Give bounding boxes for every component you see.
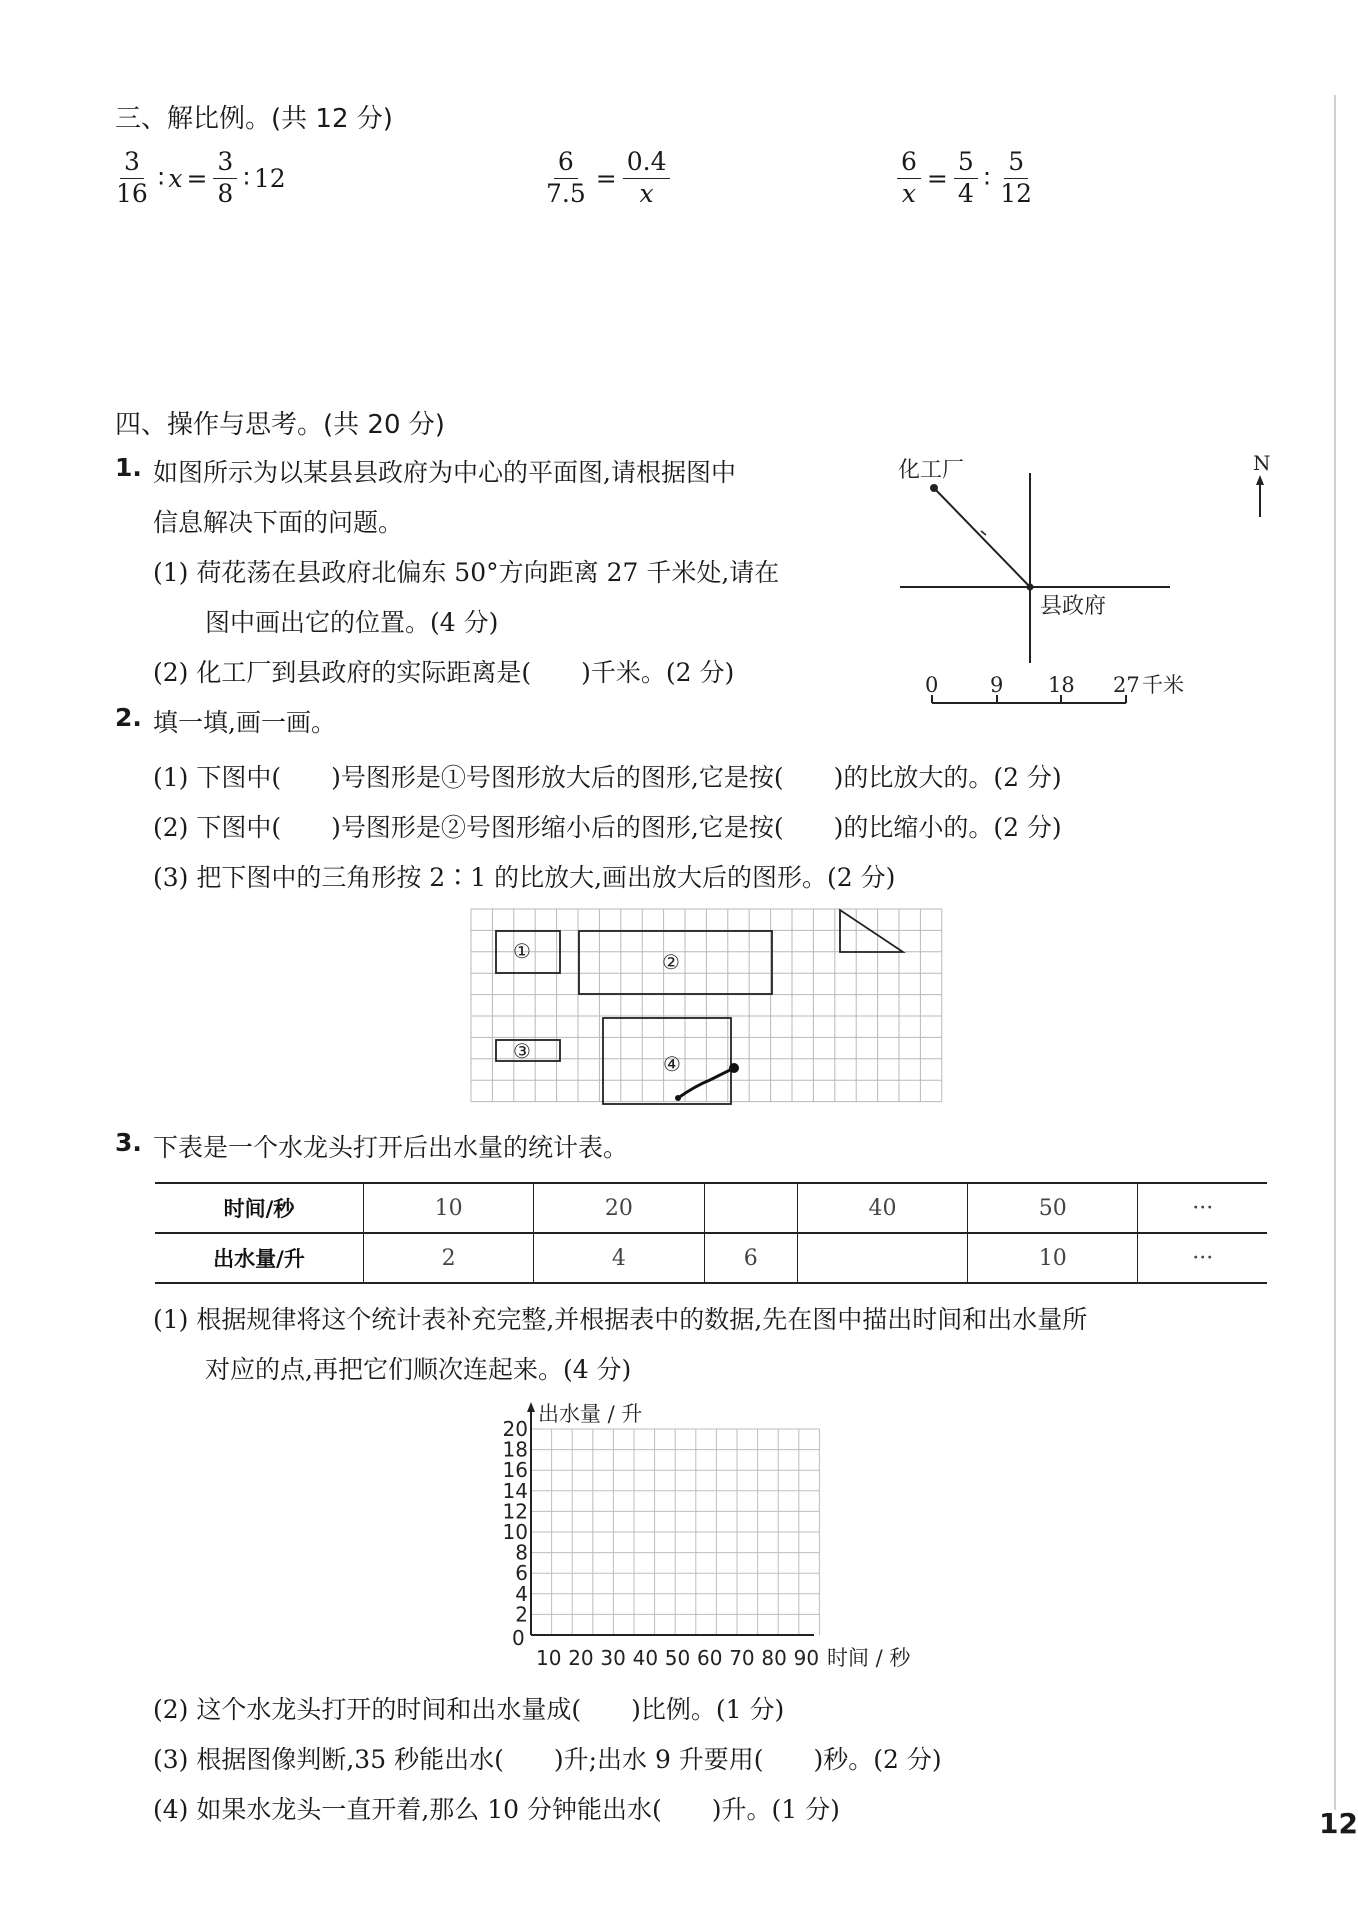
- table-cell: ···: [1138, 1183, 1267, 1233]
- factory-point: [930, 484, 938, 492]
- graph-ytick-label: 12: [502, 1499, 528, 1524]
- graph-xtick-label: 20: [568, 1646, 594, 1670]
- gov-point: [1027, 584, 1034, 591]
- factory-line-tick: [981, 531, 986, 535]
- q1-part1-line2: 图中画出它的位置。(4 分): [205, 608, 499, 637]
- table-cell: 出水量/升: [155, 1233, 364, 1283]
- table-cell: 20: [534, 1183, 704, 1233]
- north-label: N: [1253, 451, 1271, 475]
- q3-part1-line1: (1) 根据规律将这个统计表补充完整,并根据表中的数据,先在图中描出时间和出水量所: [153, 1305, 1088, 1334]
- graph-xtick-label: 60: [697, 1646, 723, 1670]
- graph-xlabel: 时间 / 秒: [827, 1646, 911, 1670]
- q1-number: 1.: [115, 453, 142, 482]
- graph-origin: 0: [512, 1626, 525, 1650]
- section4-title: 四、操作与思考。(共 20 分): [115, 410, 445, 440]
- shape-4-label: ④: [663, 1052, 681, 1076]
- q3-part4: (4) 如果水龙头一直开着,那么 10 分钟能出水( )升。(1 分): [153, 1795, 840, 1824]
- graph-ylabel: 出水量 / 升: [538, 1402, 643, 1426]
- scale-tick-18: 18: [1048, 673, 1075, 697]
- graph-ytick-label: 20: [502, 1417, 528, 1441]
- q1-part2: (2) 化工厂到县政府的实际距离是( )千米。(2 分): [153, 658, 735, 687]
- table-cell: 10: [364, 1183, 534, 1233]
- factory-label: 化工厂: [898, 458, 965, 483]
- graph-xtick-label: 30: [600, 1646, 626, 1670]
- graph-xtick-label: 40: [632, 1646, 659, 1670]
- q2-part1: (1) 下图中( )号图形是①号图形放大后的图形,它是按( )的比放大的。(2 分): [153, 763, 1062, 792]
- graph-xtick-label: 90: [793, 1646, 820, 1670]
- q1-text-line2: 信息解决下面的问题。: [153, 508, 404, 537]
- proportion-eq-2: $\frac{6}{7.5}$ = $\frac{0.4}{x}$: [540, 148, 672, 209]
- proportion-eq-1: $\frac{3}{16}$ ∶ x = $\frac{3}{8}$ ∶ 12: [116, 147, 286, 208]
- graph-xtick-label: 80: [761, 1646, 787, 1670]
- q1-part1-line1: (1) 荷花荡在县政府北偏东 50°方向距离 27 千米处,请在: [153, 558, 780, 587]
- q2-part2: (2) 下图中( )号图形是②号图形缩小后的图形,它是按( )的比缩小的。(2 分): [153, 813, 1062, 842]
- county-map-diagram: [880, 445, 1300, 715]
- q3-title: 下表是一个水龙头打开后出水量的统计表。: [153, 1133, 629, 1162]
- shape-1-label: ①: [513, 939, 531, 963]
- q2-title: 填一填,画一画。: [153, 708, 336, 737]
- graph-ytick-label: 6: [515, 1561, 528, 1586]
- graph-ytick-label: 2: [515, 1602, 528, 1627]
- table-cell: 6: [704, 1233, 797, 1283]
- factory-line: [934, 488, 1030, 587]
- graph-ytick-label: 14: [502, 1478, 528, 1503]
- graph-ytick-label: 8: [515, 1540, 528, 1565]
- table-cell: 时间/秒: [155, 1183, 364, 1233]
- section3-title: 三、解比例。(共 12 分): [115, 104, 393, 134]
- page-number: 12: [1319, 1807, 1358, 1840]
- graph-ytick-label: 10: [502, 1520, 528, 1544]
- table-cell: 4: [534, 1233, 704, 1283]
- table-cell: 10: [968, 1233, 1138, 1283]
- scale-tick-0: 0: [925, 673, 939, 697]
- graph-xtick-label: 10: [536, 1646, 562, 1670]
- table-cell: 40: [797, 1183, 967, 1233]
- graph-ytick-label: 4: [515, 1581, 528, 1606]
- shape-3-label: ③: [513, 1039, 531, 1063]
- table-row: [155, 1233, 1267, 1283]
- graph-xtick-label: 50: [664, 1646, 691, 1670]
- proportion-eq-3: $\frac{6}{x}$ = $\frac{5}{4}$ ∶ $\frac{5}{12}$: [895, 148, 1038, 209]
- shapes-grid: [470, 908, 952, 1108]
- graph-ytick-label: 18: [502, 1437, 528, 1462]
- gov-label: 县政府: [1040, 594, 1107, 619]
- triangle-shape: [840, 910, 903, 952]
- scale-unit: 千米: [1142, 673, 1184, 697]
- table-cell: 50: [968, 1183, 1138, 1233]
- table-cell: ···: [1138, 1233, 1267, 1283]
- q2-part3: (3) 把下图中的三角形按 2∶1 的比放大,画出放大后的图形。(2 分): [153, 863, 896, 892]
- q3-part3: (3) 根据图像判断,35 秒能出水( )升;出水 9 升要用( )秒。(2 分): [153, 1745, 942, 1774]
- y-axis-arrow-icon: [527, 1402, 535, 1412]
- q2-number: 2.: [115, 703, 142, 732]
- q1-text-line1: 如图所示为以某县县政府为中心的平面图,请根据图中: [153, 458, 736, 487]
- north-arrow-head-icon: [1256, 475, 1264, 485]
- water-flow-table: [155, 1182, 1267, 1284]
- page-edge-line: [1334, 95, 1336, 1810]
- table-row: [155, 1183, 1267, 1233]
- table-cell: [797, 1233, 967, 1283]
- table-cell: [704, 1183, 797, 1233]
- q3-part2: (2) 这个水龙头打开的时间和出水量成( )比例。(1 分): [153, 1695, 785, 1724]
- shape-2-label: ②: [662, 950, 680, 974]
- table-cell: 2: [364, 1233, 534, 1283]
- graph-ytick-label: 16: [502, 1458, 528, 1483]
- q3-number: 3.: [115, 1128, 142, 1157]
- blank-graph: [480, 1395, 960, 1675]
- graph-xtick-label: 70: [729, 1646, 755, 1670]
- scale-tick-27: 27: [1113, 673, 1140, 697]
- q3-part1-line2: 对应的点,再把它们顺次连起来。(4 分): [205, 1355, 632, 1384]
- scale-tick-9: 9: [990, 673, 1004, 697]
